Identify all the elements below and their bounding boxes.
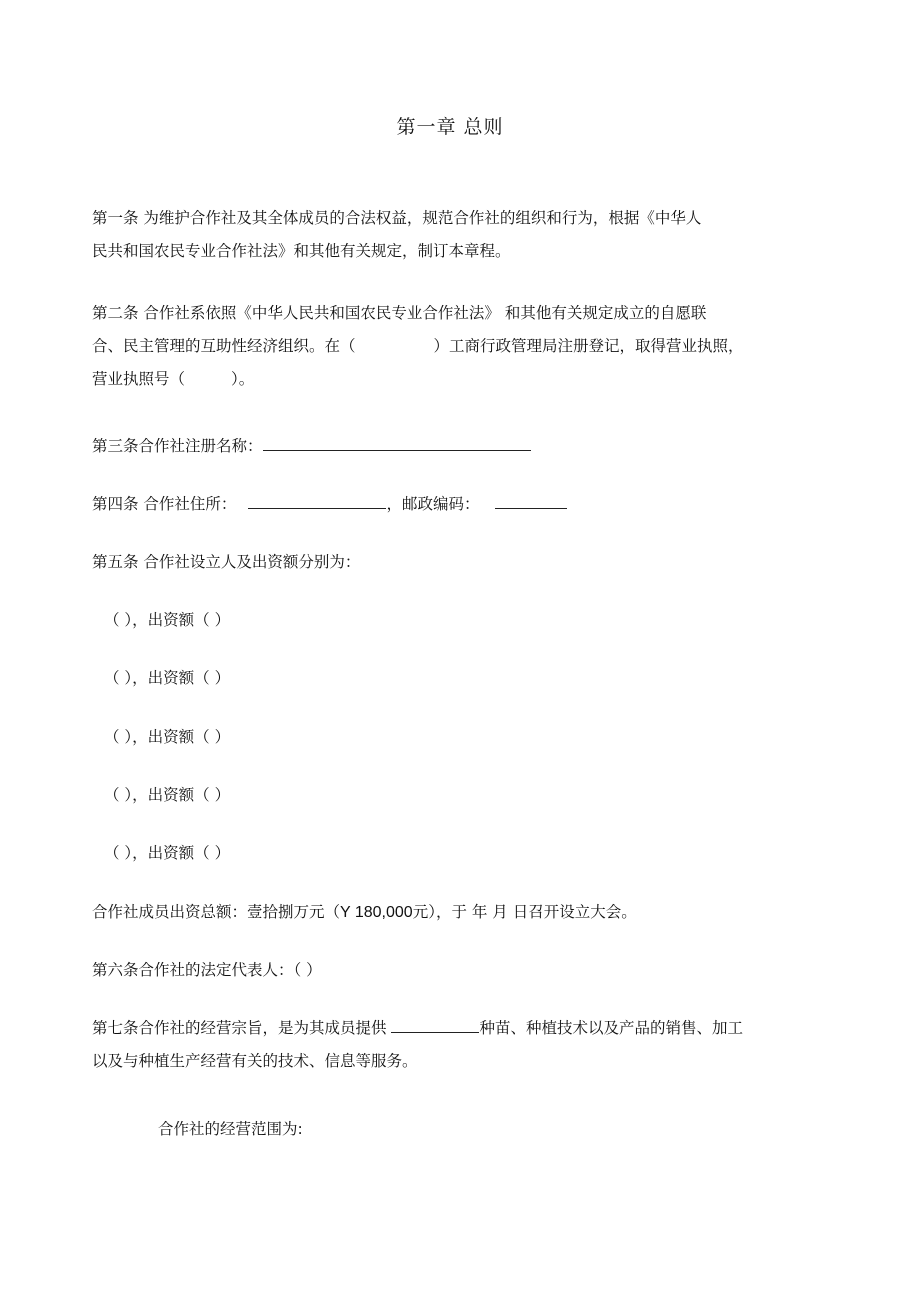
address-blank: [248, 492, 386, 509]
article-4-line: [92, 488, 792, 521]
founder-item-4: （ ），出资额（ ）: [104, 786, 231, 804]
article-1-line-1: 第一条 为维护合作社及其全体成员的合法权益，规范合作社的组织和行为，根据《中华人: [92, 209, 702, 227]
article-3-label: 第三条合作社注册名称：: [92, 437, 263, 455]
business-scope-label: 合作社的经营范围为:: [158, 1120, 303, 1138]
article-7-line-2: 以及与种植生产经营有关的技术、信息等服务。: [92, 1052, 418, 1070]
article-2-line-2: [92, 330, 792, 363]
article-2-line-1: 第二条 合作社系依照《中华人民共和国农民专业合作社法》 和其他有关规定成立的自愿联: [92, 304, 707, 322]
article-2-line-3-start: 营业执照号（: [92, 370, 186, 388]
article-4: [92, 488, 792, 521]
founder-item-2: （ ），出资额（ ）: [104, 669, 231, 687]
article-5: [92, 546, 792, 579]
article-2-line-2-start: 合、民主管理的互助性经济组织。在（: [92, 337, 356, 355]
article-2: [92, 297, 792, 396]
registered-name-blank: [263, 434, 531, 451]
founder-item-5: （ ），出资额（ ）: [104, 844, 231, 862]
chapter-title: 第一章 总则: [396, 116, 504, 138]
seedling-blank: [391, 1016, 479, 1033]
postal-code-blank: [495, 492, 567, 509]
total-contribution-start: 合作社成员出资总额：壹拾捌万元（: [92, 903, 341, 921]
founder-item-3: （ ），出资额（ ）: [104, 728, 231, 746]
article-7: [92, 1012, 792, 1078]
article-5-label: 第五条 合作社设立人及出资额分别为：: [92, 553, 361, 571]
postal-label: ，邮政编码：: [386, 495, 480, 513]
article-6-label: 第六条合作社的法定代表人：（ ）: [92, 961, 322, 979]
article-1-line-2: 民共和国农民专业合作社法》和其他有关规定，制订本章程。: [92, 242, 511, 260]
total-contribution-end: 元），于 年 月 日召开设立大会。: [412, 903, 637, 921]
article-3-line: [92, 430, 792, 463]
article-3: [92, 430, 792, 463]
article-7-line-1-end: 种苗、种植技术以及产品的销售、加工: [479, 1019, 743, 1037]
article-6: [92, 954, 792, 987]
article-7-line-1-start: 第七条合作社的经营宗旨，是为其成员提供: [92, 1019, 392, 1037]
total-contribution-line: [92, 896, 792, 929]
founder-item-1: （ ），出资额（ ）: [104, 611, 231, 629]
total-amount: Y 180,000: [340, 904, 413, 921]
article-2-line-3: [92, 363, 792, 396]
article-4-label: 第四条 合作社住所：: [92, 495, 237, 513]
article-1: [92, 202, 792, 268]
total-contribution: [92, 896, 792, 929]
article-2-line-2-end: ）工商行政管理局注册登记，取得营业执照，: [433, 337, 744, 355]
article-7-line-1: [92, 1012, 792, 1045]
article-2-line-3-end: ）。: [231, 370, 255, 388]
